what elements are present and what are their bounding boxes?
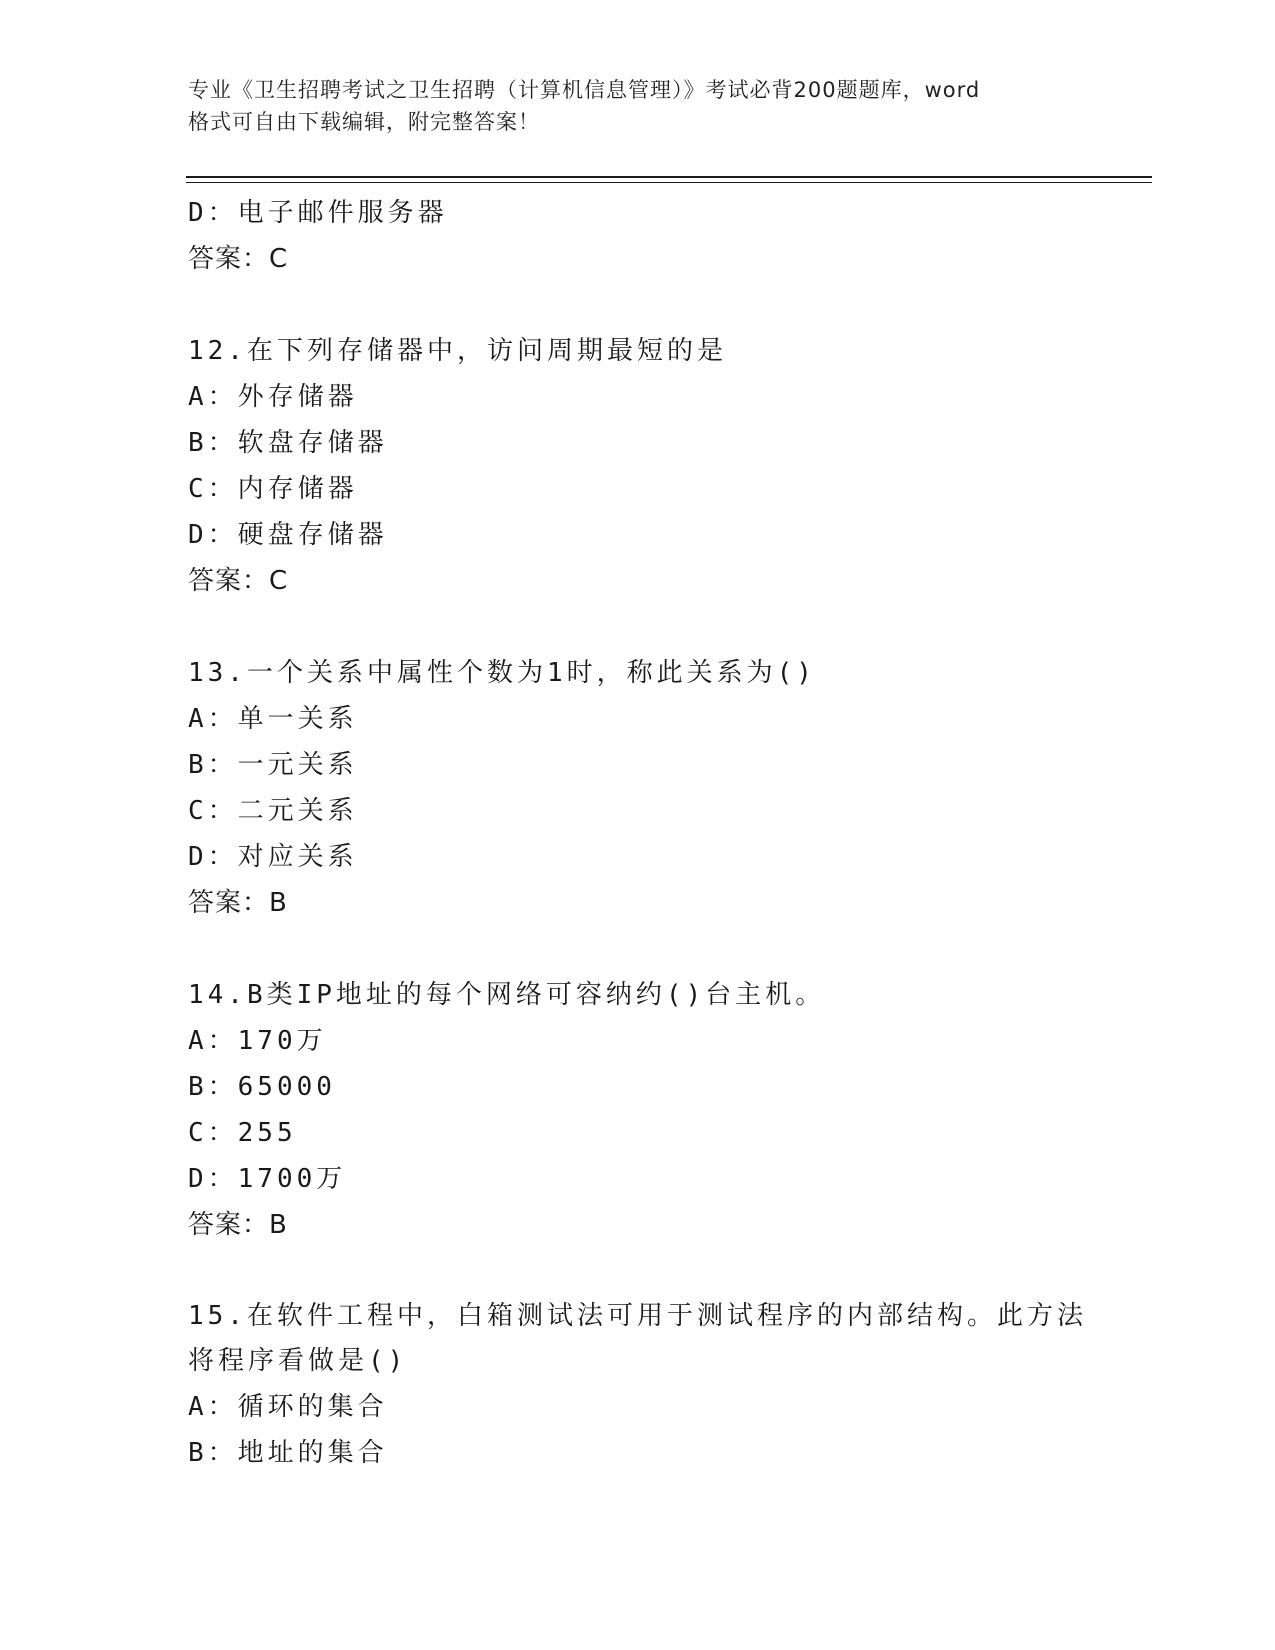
option-a: A：单一关系	[188, 704, 358, 734]
option-d: D：对应关系	[188, 842, 358, 872]
option-b: B：软盘存储器	[188, 428, 388, 458]
header-divider-thin	[186, 182, 1152, 183]
option-c: C：内存储器	[188, 474, 358, 504]
question-13	[188, 650, 1108, 926]
question-14	[188, 972, 1108, 1248]
header-divider-thick	[186, 176, 1152, 178]
question-stem: 13.一个关系中属性个数为1时，称此关系为()	[188, 658, 816, 688]
option-c: C：二元关系	[188, 796, 358, 826]
question-stem: 14.B类IP地址的每个网络可容纳约()台主机。	[188, 980, 826, 1010]
option-b: B：一元关系	[188, 750, 358, 780]
option-a: A：外存储器	[188, 382, 358, 412]
option-b: B：65000	[188, 1072, 336, 1102]
answer-line: 答案：B	[188, 1210, 288, 1240]
option-d: D：电子邮件服务器	[188, 198, 448, 228]
question-list	[188, 190, 1108, 1476]
document-header	[188, 74, 1088, 138]
option-a: A：170万	[188, 1026, 327, 1056]
question-stem: 12.在下列存储器中，访问周期最短的是	[188, 336, 727, 366]
question-15	[188, 1294, 1108, 1476]
question-stem: 15.在软件工程中，白箱测试法可用于测试程序的内部结构。此方法将程序看做是()	[188, 1301, 1087, 1376]
option-b: B：地址的集合	[188, 1438, 388, 1468]
header-line-2: 格式可自由下载编辑，附完整答案！	[188, 110, 540, 134]
option-a: A：循环的集合	[188, 1392, 388, 1422]
answer-line: 答案：C	[188, 566, 289, 596]
header-line-1: 专业《卫生招聘考试之卫生招聘（计算机信息管理）》考试必背200题题库，word	[188, 78, 981, 102]
answer-line: 答案：C	[188, 244, 289, 274]
answer-line: 答案：B	[188, 888, 288, 918]
question-12	[188, 328, 1108, 604]
option-d: D：1700万	[188, 1164, 347, 1194]
option-c: C：255	[188, 1118, 297, 1148]
option-d: D：硬盘存储器	[188, 520, 388, 550]
